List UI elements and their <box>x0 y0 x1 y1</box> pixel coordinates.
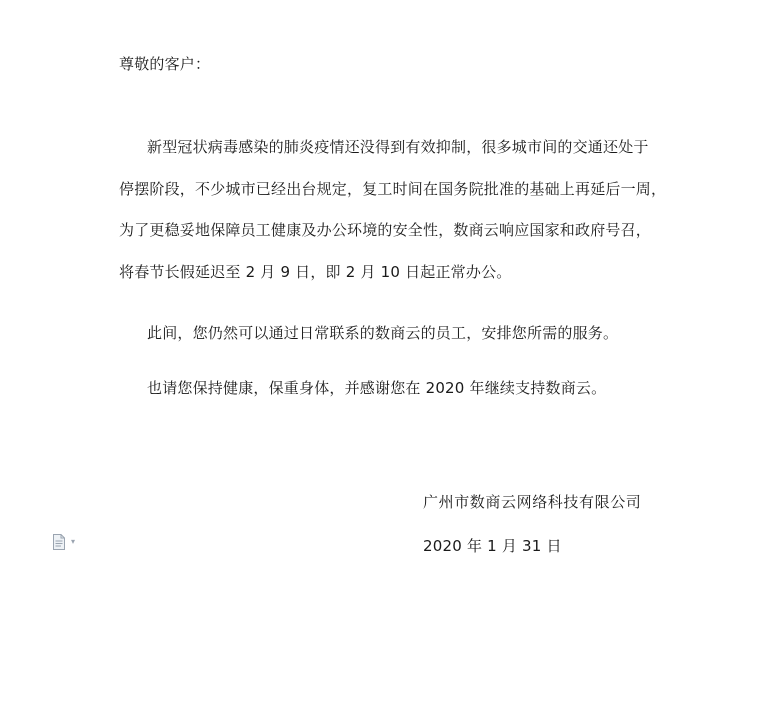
paragraph-1-line-3: 为了更稳妥地保障员工健康及办公环境的安全性，数商云响应国家和政府号召， <box>119 221 652 239</box>
signature-company: 广州市数商云网络科技有限公司 <box>423 493 642 511</box>
paste-options-icon <box>52 534 66 550</box>
paragraph-1-line-1: 新型冠状病毒感染的肺炎疫情还没得到有效抑制，很多城市间的交通还处于 <box>147 138 649 156</box>
paragraph-1-line-4: 将春节长假延迟至 2 月 9 日，即 2 月 10 日起正常办公。 <box>119 263 512 281</box>
paragraph-2: 此间，您仍然可以通过日常联系的数商云的员工，安排您所需的服务。 <box>147 324 619 342</box>
signature-date: 2020 年 1 月 31 日 <box>423 537 562 555</box>
salutation: 尊敬的客户： <box>119 55 211 73</box>
chevron-down-icon: ▾ <box>71 537 76 546</box>
paste-options-button[interactable] <box>52 534 80 552</box>
paragraph-1-line-2: 停摆阶段，不少城市已经出台规定，复工时间在国务院批准的基础上再延后一周， <box>119 180 667 198</box>
paragraph-3: 也请您保持健康，保重身体，并感谢您在 2020 年继续支持数商云。 <box>147 379 607 397</box>
